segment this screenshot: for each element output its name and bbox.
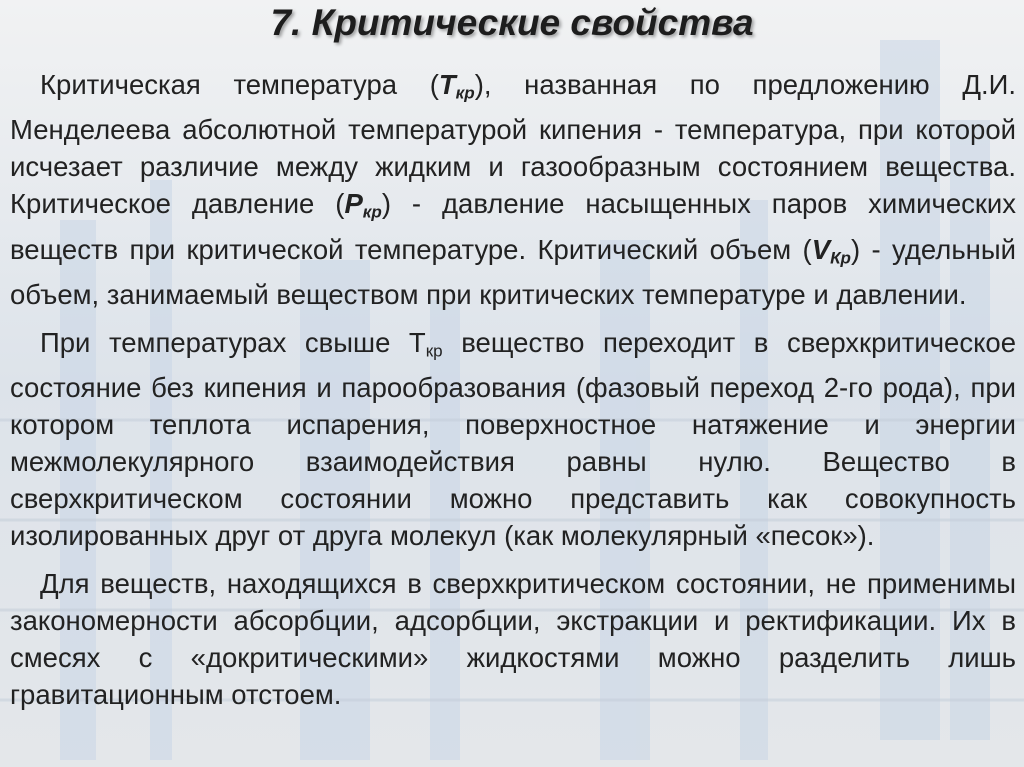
p-kr-symbol: $Р_{кр}$ [344,188,382,222]
p1-text-c: ) - давление насыщенных паров химических веществ при критической температуре. Критический объем ( [10,188,1017,265]
t-kr-subscript: кр [425,341,443,360]
p2-text-b: вещество переходит в сверхкритическое состояние без кипения и парообразования (фазовый переход 2-го рода), при котором теплота испарения, поверхностное натяжение и энергии межмолекулярного взаимодействия равны нулю. Вещество в сверхкритическом состоянии можно представить как совокупность изолированных друг от друга молекул (как молекулярный «песок»). [10,326,1016,551]
slide-body [10,66,1016,724]
p1-text-a: Критическая температура ( [40,69,439,100]
p1-text-d: ) - удельный объем, занимаемый веществом при критических температуре и давлении. [10,233,1016,310]
paragraph-critical-parameters [10,66,1016,313]
paragraph-supercritical-state [10,324,1016,554]
p2-text-a: При температурах свыше Т [40,326,426,358]
v-kr-symbol: $V_{Кр}$ [811,233,851,267]
t-kr-symbol: $Т_{кр}$ [438,69,475,103]
paragraph-separation: Для веществ, находящихся в сверхкритическом состоянии, не применимы закономерности абсорбции, адсорбции, экстракции и ректификации. Их в смесях с «докритическими» жидкостями можно разделить лишь гравитационным отстоем. [10,568,1016,710]
p1-text-b: ), названная по предложению Д.И. Менделеева абсолютной температурой кипения - температура, при которой исчезает различие между жидким и газообразным состоянием вещества. Критическое давление ( [10,69,1016,220]
slide-title: 7. Критические свойства [270,2,754,43]
